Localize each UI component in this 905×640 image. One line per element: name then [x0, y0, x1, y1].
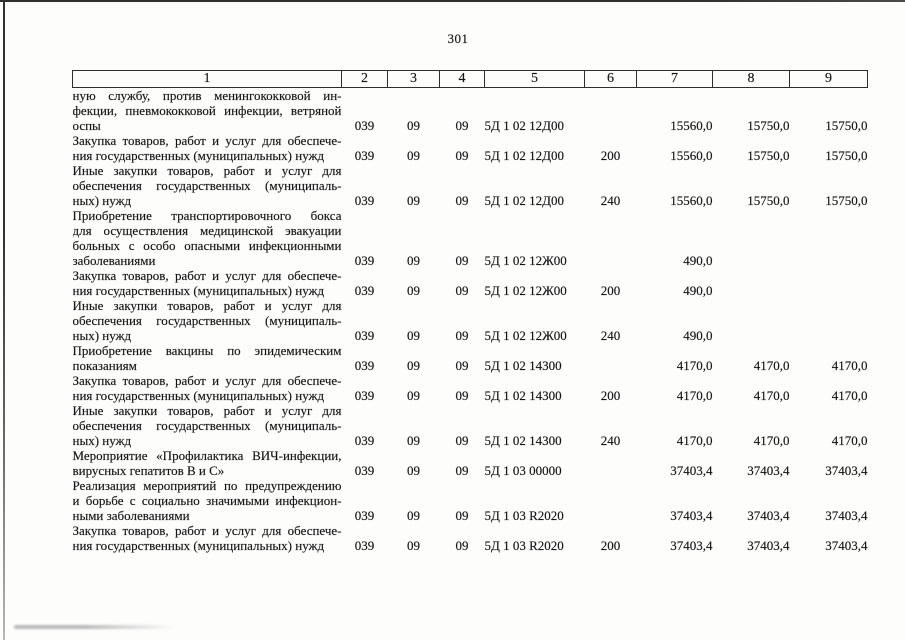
cell-code-4: 09: [455, 463, 469, 478]
table-row: [73, 163, 868, 208]
table-row: [73, 133, 868, 163]
table-row: [73, 88, 868, 134]
scan-edge-left: [3, 0, 5, 640]
row-description: [73, 373, 342, 403]
cell-code-5: 5Д 1 02 12Ж00: [484, 328, 567, 343]
cell-amount-7: 37403,4: [670, 463, 713, 478]
description-line: Закупка товаров, работ и услуг для обеспече-: [72, 373, 342, 388]
table-row: [73, 268, 868, 298]
description-line: обеспечения государственных (муниципаль-: [72, 418, 342, 433]
row-description: [73, 268, 342, 298]
description-line: Приобретение транспортировочного бокса: [72, 208, 342, 223]
cell-code-4: 09: [455, 508, 469, 523]
cell-amount-9: 15750,0: [825, 148, 868, 163]
cell-code-4: 09: [455, 253, 469, 268]
cell-code-5: 5Д 1 02 14300: [484, 388, 562, 403]
table-row: [73, 478, 868, 523]
table-row: [73, 208, 868, 268]
description-line: заболеваниями: [72, 253, 156, 268]
cell-code-3: 09: [407, 148, 420, 163]
cell-amount-9: 15750,0: [825, 118, 868, 133]
row-description: [73, 88, 342, 134]
cell-code-6: [585, 208, 637, 268]
description-line: и борьбе с социально значимыми инфекцион-: [72, 493, 342, 508]
cell-amount-8: 4170,0: [753, 433, 790, 448]
cell-code-6: 200: [600, 283, 621, 298]
cell-code-6: [585, 343, 637, 373]
cell-code-2: 039: [354, 253, 375, 268]
cell-code-2: 039: [354, 358, 375, 373]
row-description: [73, 343, 342, 373]
cell-amount-8: 37403,4: [747, 538, 790, 553]
scan-edge-top: [0, 0, 905, 2]
column-header-4: 4: [440, 71, 485, 88]
cell-code-5: 5Д 1 03 00000: [484, 463, 562, 478]
cell-code-2: 039: [354, 433, 375, 448]
cell-code-2: 039: [354, 508, 375, 523]
description-line: обеспечения государственных (муниципаль-: [72, 178, 342, 193]
cell-code-2: 039: [354, 388, 375, 403]
page-number: 301: [447, 31, 469, 46]
cell-code-3: 09: [407, 538, 420, 553]
description-line: ную службу, против менингококковой ин-: [72, 88, 342, 103]
cell-code-6: [585, 88, 637, 134]
cell-code-2: 039: [354, 148, 375, 163]
cell-amount-7: 490,0: [683, 283, 713, 298]
cell-code-6: 200: [600, 388, 621, 403]
cell-amount-8: 37403,4: [747, 508, 790, 523]
description-line: ния государственных (муниципальных) нужд: [72, 388, 325, 403]
cell-amount-8: [713, 298, 790, 343]
cell-amount-9: 37403,4: [825, 538, 868, 553]
cell-code-6: 200: [600, 538, 621, 553]
cell-code-6: 240: [600, 193, 621, 208]
cell-code-5: 5Д 1 03 R2020: [484, 538, 564, 553]
cell-code-5: 5Д 1 02 12Д00: [484, 118, 564, 133]
row-description: [73, 448, 342, 478]
table-row: [73, 298, 868, 343]
cell-code-5: 5Д 1 03 R2020: [484, 508, 564, 523]
description-line: Закупка товаров, работ и услуг для обеспече-: [72, 268, 342, 283]
description-line: Иные закупки товаров, работ и услуг для: [72, 163, 342, 178]
cell-code-3: 09: [407, 463, 420, 478]
description-line: показаниям: [72, 358, 137, 373]
cell-amount-9: [790, 268, 868, 298]
cell-code-4: 09: [455, 358, 469, 373]
column-header-9: 9: [790, 71, 868, 88]
cell-code-6: [585, 478, 637, 523]
column-header-3: 3: [388, 71, 440, 88]
cell-code-2: 039: [354, 538, 375, 553]
description-line: ных) нужд: [72, 433, 132, 448]
cell-code-6: 240: [600, 433, 621, 448]
column-header-8: 8: [713, 71, 790, 88]
cell-amount-9: 4170,0: [831, 358, 868, 373]
table-header-row: [73, 71, 868, 88]
cell-amount-7: 37403,4: [670, 508, 713, 523]
column-header-7: 7: [637, 71, 713, 88]
cell-code-4: 09: [455, 118, 469, 133]
row-description: [73, 523, 342, 553]
cell-code-3: 09: [407, 283, 420, 298]
cell-amount-8: 37403,4: [747, 463, 790, 478]
cell-amount-8: [713, 208, 790, 268]
row-description: [73, 163, 342, 208]
cell-amount-9: 4170,0: [831, 433, 868, 448]
scan-smudge: [14, 625, 174, 629]
column-header-6: 6: [585, 71, 637, 88]
description-line: ния государственных (муниципальных) нужд: [72, 538, 325, 553]
cell-code-6: 200: [600, 148, 621, 163]
table-row: [73, 343, 868, 373]
cell-code-5: 5Д 1 02 12Ж00: [484, 253, 567, 268]
budget-table: [72, 70, 868, 553]
description-line: Мероприятие «Профилактика ВИЧ-инфекции,: [72, 448, 342, 463]
description-line: ния государственных (муниципальных) нужд: [72, 148, 325, 163]
column-header-1: 1: [73, 71, 342, 88]
description-line: Закупка товаров, работ и услуг для обеспече-: [72, 133, 342, 148]
description-line: для осуществления медицинской эвакуации: [72, 223, 342, 238]
description-line: ными заболеваниями: [72, 508, 190, 523]
cell-code-5: 5Д 1 02 12Ж00: [484, 283, 567, 298]
description-line: Закупка товаров, работ и услуг для обеспече-: [72, 523, 342, 538]
cell-code-2: 039: [354, 328, 375, 343]
cell-code-2: 039: [354, 283, 375, 298]
cell-code-4: 09: [455, 283, 469, 298]
cell-amount-8: 4170,0: [753, 388, 790, 403]
cell-amount-9: 37403,4: [825, 463, 868, 478]
cell-code-3: 09: [407, 358, 420, 373]
table-row: [73, 373, 868, 403]
cell-amount-8: 15750,0: [747, 193, 790, 208]
column-header-5: 5: [485, 71, 585, 88]
cell-amount-7: 37403,4: [670, 538, 713, 553]
table-row: [73, 523, 868, 553]
row-description: [73, 208, 342, 268]
cell-code-2: 039: [354, 193, 375, 208]
description-line: ния государственных (муниципальных) нужд: [72, 283, 325, 298]
cell-amount-9: 37403,4: [825, 508, 868, 523]
cell-code-5: 5Д 1 02 12Д00: [484, 148, 564, 163]
cell-code-4: 09: [455, 193, 469, 208]
cell-amount-9: [790, 298, 868, 343]
row-description: [73, 478, 342, 523]
cell-code-6: [585, 448, 637, 478]
cell-code-4: 09: [455, 148, 469, 163]
cell-code-3: 09: [407, 388, 420, 403]
cell-code-5: 5Д 1 02 12Д00: [484, 193, 564, 208]
cell-code-3: 09: [407, 328, 420, 343]
description-line: обеспечения государственных (муниципаль-: [72, 313, 342, 328]
row-description: [73, 298, 342, 343]
cell-amount-7: 15560,0: [670, 148, 713, 163]
description-line: оспы: [72, 118, 101, 133]
cell-amount-7: 4170,0: [676, 433, 713, 448]
description-line: ных) нужд: [72, 328, 132, 343]
description-line: Иные закупки товаров, работ и услуг для: [72, 403, 342, 418]
cell-code-4: 09: [455, 388, 469, 403]
cell-code-3: 09: [407, 508, 420, 523]
description-line: Приобретение вакцины по эпидемическим: [72, 343, 342, 358]
cell-code-6: 240: [600, 328, 621, 343]
description-line: больных с особо опасными инфекционными: [72, 238, 342, 253]
description-line: фекции, пневмококковой инфекции, ветряной: [72, 103, 342, 118]
description-line: Иные закупки товаров, работ и услуг для: [72, 298, 342, 313]
cell-amount-8: 15750,0: [747, 118, 790, 133]
cell-code-5: 5Д 1 02 14300: [484, 358, 562, 373]
cell-amount-7: 4170,0: [676, 358, 713, 373]
cell-code-3: 09: [407, 193, 420, 208]
cell-amount-7: 4170,0: [676, 388, 713, 403]
cell-code-4: 09: [455, 433, 469, 448]
cell-amount-8: 15750,0: [747, 148, 790, 163]
cell-amount-8: 4170,0: [753, 358, 790, 373]
column-header-2: 2: [342, 71, 388, 88]
cell-code-3: 09: [407, 118, 420, 133]
description-line: вирусных гепатитов В и С»: [72, 463, 225, 478]
row-description: [73, 403, 342, 448]
cell-code-3: 09: [407, 253, 420, 268]
cell-code-4: 09: [455, 538, 469, 553]
cell-amount-9: 15750,0: [825, 193, 868, 208]
description-line: ных) нужд: [72, 193, 132, 208]
cell-amount-9: [790, 208, 868, 268]
table-row: [73, 448, 868, 478]
cell-amount-8: [713, 268, 790, 298]
cell-amount-7: 490,0: [683, 253, 713, 268]
cell-amount-9: 4170,0: [831, 388, 868, 403]
table-row: [73, 403, 868, 448]
cell-code-5: 5Д 1 02 14300: [484, 433, 562, 448]
description-line: Реализация мероприятий по предупреждению: [72, 478, 342, 493]
cell-amount-7: 15560,0: [670, 193, 713, 208]
cell-amount-7: 490,0: [683, 328, 713, 343]
cell-amount-7: 15560,0: [670, 118, 713, 133]
row-description: [73, 133, 342, 163]
cell-code-4: 09: [455, 328, 469, 343]
cell-code-3: 09: [407, 433, 420, 448]
cell-code-2: 039: [354, 118, 375, 133]
cell-code-2: 039: [354, 463, 375, 478]
